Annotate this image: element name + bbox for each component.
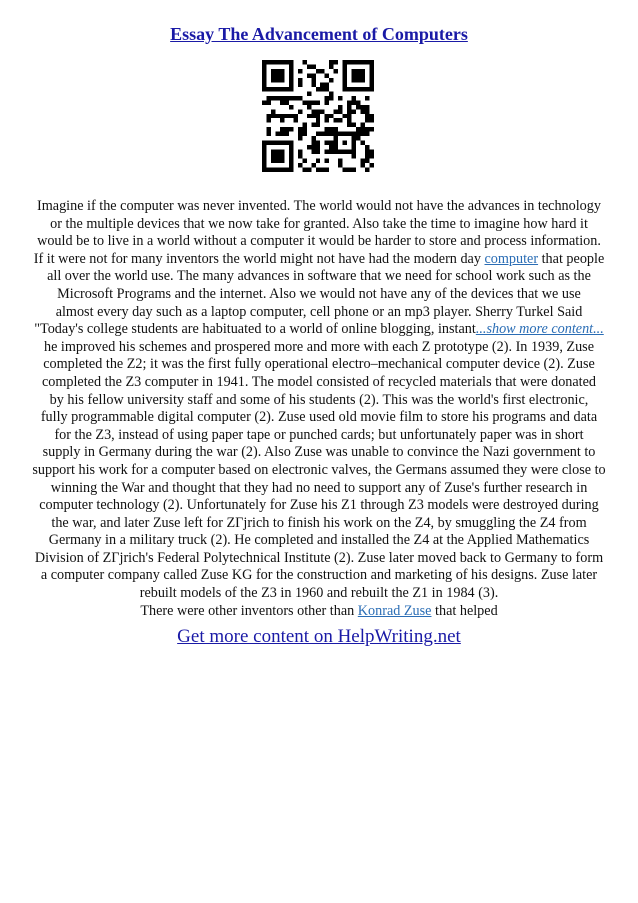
essay-line: supply in Germany during the war (2). Also Zuse was unable to convince the Nazi government to xyxy=(42,444,596,461)
essay-text: that people xyxy=(538,250,605,267)
essay-line xyxy=(10,251,628,269)
essay-line: Division of ZΓjrich's Federal Polytechnical Institute (2). Zuse later moved back to Germany to form xyxy=(34,549,604,566)
essay-line: completed the Z2; it was the first fully operational electro–mechanical computer device (2). Zuse xyxy=(43,356,595,373)
essay-line: the war, and later Zuse left for ZΓjrich to finish his work on the Z4, by smuggling the Z4 from xyxy=(51,514,587,531)
essay-line: Microsoft Programs and the internet. Also we would not have any of the devices that we use xyxy=(57,285,581,302)
document-title-link[interactable]: Essay The Advancement of Computers xyxy=(170,24,468,44)
essay-line: Imagine if the computer was never invented. The world would not have the advances in technology xyxy=(37,198,601,214)
essay-line: completed the Z3 computer in 1941. The model consisted of recycled materials that were donated xyxy=(41,373,597,390)
essay-line: support his work for a computer based on electronic valves, the Germans assumed they were close to xyxy=(32,461,606,478)
essay-line: for the Z3, instead of using paper tape or punched cards; but unfortunately paper was in short xyxy=(54,426,584,443)
essay-line xyxy=(10,603,628,621)
essay-line: or the multiple devices that we now take for granted. Also take the time to imagine how hard it xyxy=(50,215,588,232)
essay-line: a computer company called Zuse KG for the construction and marketing of his designs. Zuse later xyxy=(40,567,598,584)
essay-line: Germany in a military truck (2). He completed and installed the Z4 at the Applied Mathematics xyxy=(48,532,590,549)
essay-line: computer technology (2). Unfortunately for Zuse his Z1 through Z3 models were destroyed during xyxy=(39,497,599,514)
essay-line: by his fellow university staff and some of his students (2). This was the world's first electronic, xyxy=(49,391,589,408)
essay-line: fully programmable digital computer (2). Zuse used old movie film to store his programs and data xyxy=(40,409,598,426)
konrad-zuse-link[interactable]: Konrad Zuse xyxy=(357,602,432,619)
essay-line: winning the War and thought that they had no need to support any of Zuse's further research in xyxy=(50,479,588,496)
essay-text: that helped xyxy=(431,602,498,619)
show-more-link[interactable]: ...show more content... xyxy=(475,321,604,338)
computer-link[interactable]: computer xyxy=(484,250,539,267)
essay-line xyxy=(10,321,628,339)
document-title xyxy=(0,22,638,46)
essay-line: would be to live in a world without a computer it would be harder to store and process information. xyxy=(37,233,601,250)
essay-line: almost every day such as a laptop computer, cell phone or an mp3 player. Sherry Turkel Said xyxy=(55,303,583,320)
essay-line: all over the world use. The many advances in software that we need for school work such as the xyxy=(47,268,591,285)
get-more-content-link[interactable]: Get more content on HelpWriting.net xyxy=(177,626,461,647)
essay-text: There were other inventors other than xyxy=(140,602,358,619)
essay-text: If it were not for many inventors the world might not have had the modern day xyxy=(33,250,485,267)
essay-body xyxy=(10,198,628,620)
get-more-content xyxy=(0,624,638,650)
essay-line: rebuilt models of the Z3 in 1960 and rebuilt the Z1 in 1984 (3). xyxy=(139,585,499,602)
essay-line: he improved his schemes and prospered more and more with each Z prototype (2). In 1939, Zuse xyxy=(43,338,594,355)
qr-code-icon xyxy=(262,60,374,172)
essay-text: "Today's college students are habituated to a world of online blogging, instant xyxy=(34,321,476,338)
